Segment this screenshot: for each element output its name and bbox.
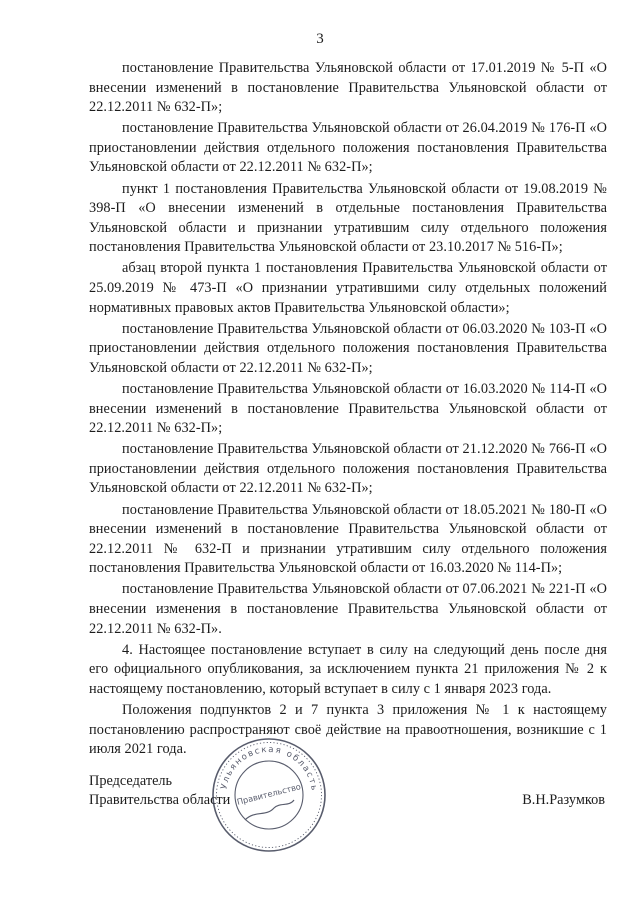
signatory-name: В.Н.Разумков (522, 792, 605, 808)
paragraph-repealed-act-5: постановление Правительства Ульяновской области от 06.03.2020 № 103-П «О приостановлении действия отдельного положения постановления Правительства Ульяновской области от 22.12.2011 № 632-П»; (89, 320, 607, 376)
paragraph-retroactive-effect: Положения подпунктов 2 и 7 пункта 3 приложения № 1 к настоящему постановлению распространяют своё действие на правоотношения, возникшие с 1 июля 2021 года. (89, 702, 607, 758)
paragraph-repealed-act-3: пункт 1 постановления Правительства Ульяновской области от 19.08.2019 № 398-П «О внесении изменений в отдельные постановления Правительства Ульяновской области и признании утратившим силу отдельного положения постановления Правительства Ульяновской области от 23.10.2017 № 516-П»; (89, 180, 607, 256)
paragraph-repealed-act-6: постановление Правительства Ульяновской области от 16.03.2020 № 114-П «О внесении изменений в постановление Правительства Ульяновской области от 22.12.2011 № 632-П»; (89, 381, 607, 437)
page-number: 3 (316, 31, 324, 47)
seal-ring-text: Ульяновская область (219, 744, 319, 793)
paragraph-repealed-act-9: постановление Правительства Ульяновской области от 07.06.2021 № 221-П «О внесении изменения в постановление Правительства Ульяновской области от 22.12.2011 № 632-П». (89, 581, 607, 637)
paragraph-repealed-act-8: постановление Правительства Ульяновской области от 18.05.2021 № 180-П «О внесении изменений в постановление Правительства Ульяновской области от 22.12.2011 № 632-П и признании утратившим силу отдельного положения постановления Правительства Ульяновской области от 16.03.2020 № 114-П»; (89, 501, 607, 577)
seal-center-text: Правительство (235, 781, 302, 807)
signatory-title-line-1: Председатель (89, 773, 173, 789)
official-seal (208, 734, 330, 856)
paragraph-repealed-act-4: абзац второй пункта 1 постановления Правительства Ульяновской области от 25.09.2019 № 473-П «О признании утратившими силу отдельных положений нормативных правовых актов Правительства Ульяновской области»; (89, 260, 607, 316)
signatory-title-line-2: Правительства области (89, 792, 231, 808)
paragraph-repealed-act-1: постановление Правительства Ульяновской области от 17.01.2019 № 5-П «О внесении изменений в постановление Правительства Ульяновской области от 22.12.2011 № 632-П»; (89, 60, 607, 116)
paragraph-repealed-act-7: постановление Правительства Ульяновской области от 21.12.2020 № 766-П «О приостановлении действия отдельного положения постановления Правительства Ульяновской области от 22.12.2011 № 632-П»; (89, 441, 607, 497)
paragraph-effective-date: 4. Настоящее постановление вступает в силу на следующий день после дня его официального опубликования, за исключением пункта 21 приложения № 2 к настоящему постановлению, который вступает в силу с 1 января 2023 года. (89, 641, 607, 697)
paragraph-repealed-act-2: постановление Правительства Ульяновской области от 26.04.2019 № 176-П «О приостановлении действия отдельного положения постановления Правительства Ульяновской области от 22.12.2011 № 632-П»; (89, 120, 607, 176)
